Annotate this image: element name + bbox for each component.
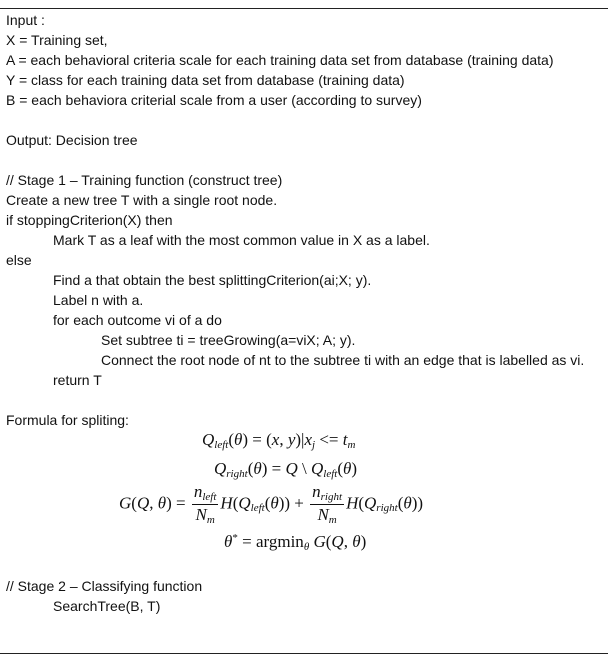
bottom-rule (0, 653, 608, 654)
fraction-n-left: $\frac{\text{nleft}}{Nm}$ (193, 482, 217, 526)
stage1-line-for: for each outcome vi of a do (53, 312, 222, 328)
stage1-line-else: else (6, 252, 32, 268)
formula-q-left: Qleft(θ) = (x, y)|xj <= tm (202, 430, 356, 451)
stage1-line-return: return T (53, 372, 102, 388)
input-line-x: X = Training set, (6, 32, 108, 48)
stage1-line-subtree: Set subtree ti = treeGrowing(a=viX; A; y). (101, 332, 356, 348)
stage1-line-mark: Mark T as a leaf with the most common value in X as a label. (53, 232, 430, 248)
stage1-line-if: if stoppingCriterion(X) then (6, 212, 173, 228)
stage1-line-create: Create a new tree T with a single root node. (6, 192, 278, 208)
formula-g: G(Q, θ) = $\frac{\text{nleft}}{Nm}$ H(Qleft(θ)) + $\frac{\text{nright}}{Nm}$ H(Qright(θ)) (119, 482, 424, 526)
output-line: Output: Decision tree (6, 132, 138, 148)
formula-q-right: Qright(θ) = Q \ Qleft(θ) (214, 459, 358, 480)
formula-theta-star: θ* = argminθ G(Q, θ) (224, 532, 367, 553)
stage2-call: SearchTree(B, T) (53, 598, 161, 614)
stage1-title: // Stage 1 – Training function (construct tree) (6, 172, 283, 188)
input-label: Input : (6, 12, 45, 28)
fraction-n-right: $\frac{\text{nright}}{Nm}$ (312, 482, 343, 526)
input-line-b: B = each behaviora criterial scale from a user (according to survey) (6, 92, 422, 108)
input-line-a: A = each behavioral criteria scale for each training data set from database (training data) (6, 52, 554, 68)
stage2-title: // Stage 2 – Classifying function (6, 578, 203, 594)
top-rule (0, 8, 608, 9)
formula-label: Formula for spliting: (6, 412, 129, 428)
stage1-line-find: Find a that obtain the best splittingCriterion(ai;X; y). (53, 272, 372, 288)
stage1-line-connect: Connect the root node of nt to the subtree ti with an edge that is labelled as vi. (101, 352, 585, 368)
input-line-y: Y = class for each training data set from database (training data) (6, 72, 405, 88)
stage1-line-label: Label n with a. (53, 292, 144, 308)
